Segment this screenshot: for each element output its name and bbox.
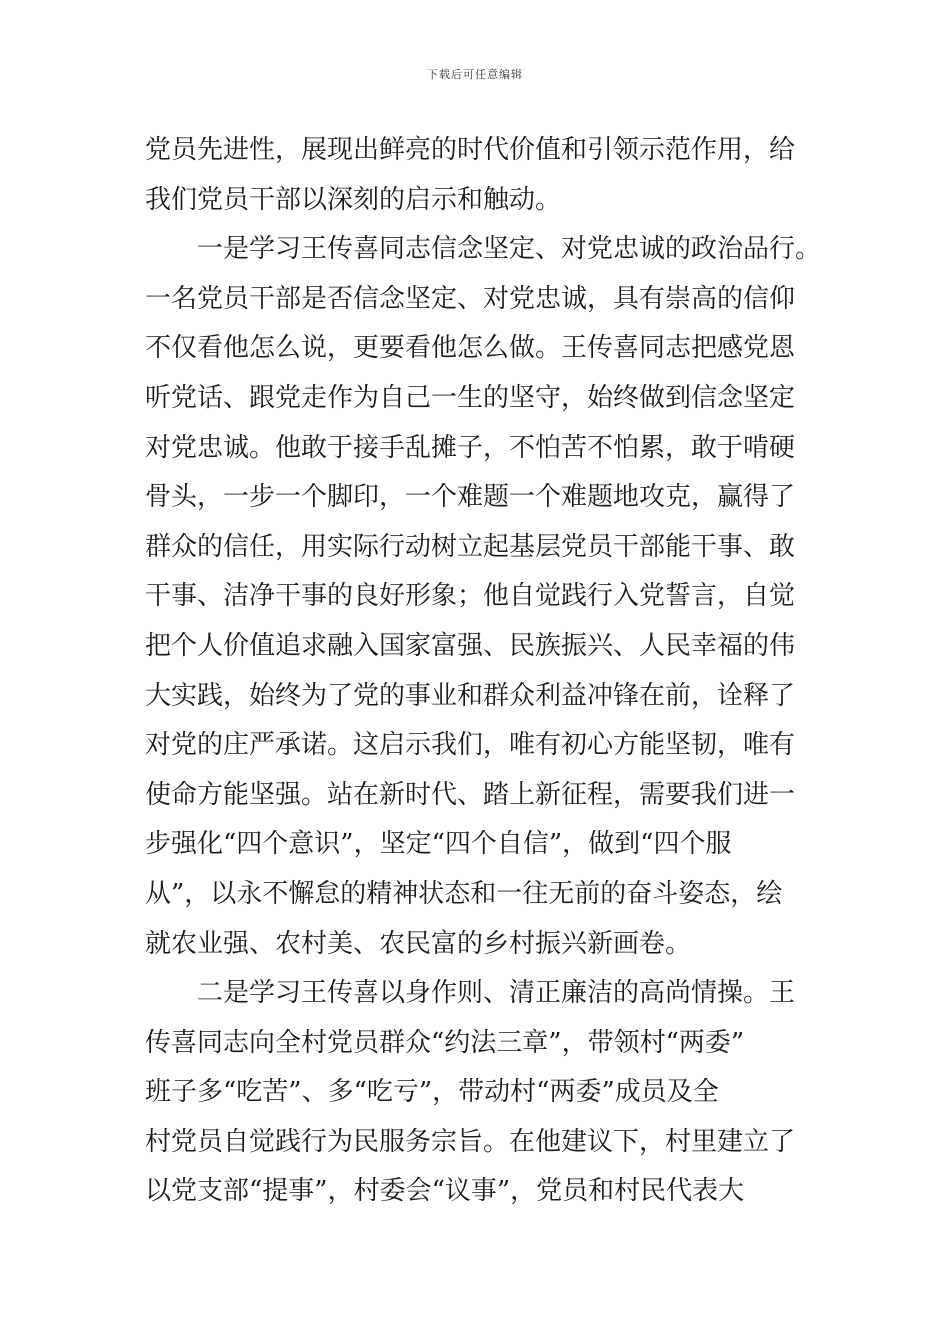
text-line: 就农业强、农村美、农民富的乡村振兴新画卷。 [145, 928, 692, 959]
text-line: 村党员自觉践行为民服务宗旨。在他建议下，村里建立了 [145, 1126, 796, 1157]
text-line: 一名党员干部是否信念坚定、对党忠诚，具有崇高的信仰 [145, 283, 796, 314]
text-line: 班子多“吃苦”、多“吃亏”，带动村“两委”成员及全 [145, 1077, 719, 1108]
text-line: 对党的庄严承诺。这启示我们，唯有初心方能坚韧，唯有 [145, 730, 796, 761]
text-line: 传喜同志向全村党员群众“约法三章”，带领村“两委” [145, 1027, 745, 1058]
text-line: 大实践，始终为了党的事业和群众利益冲锋在前，诠释了 [145, 680, 796, 711]
text-line: 骨头，一步一个脚印，一个难题一个难题地攻克，赢得了 [145, 482, 796, 513]
text-line: 以党支部“提事”，村委会“议事”，党员和村民代表大 [145, 1176, 745, 1207]
text-line: 我们党员干部以深刻的启示和触动。 [145, 184, 562, 215]
text-line: 不仅看他怎么说，更要看他怎么做。王传喜同志把感党恩 [145, 333, 796, 364]
paragraph-start-line: 一是学习王传喜同志信念坚定、对党忠诚的政治品行。 [197, 234, 822, 265]
text-line: 步强化“四个意识”，坚定“四个自信”，做到“四个服 [145, 829, 732, 860]
text-line: 把个人价值追求融入国家富强、民族振兴、人民幸福的伟 [145, 630, 796, 661]
text-line: 对党忠诚。他敢于接手乱摊子，不怕苦不怕累，敢于啃硬 [145, 432, 796, 463]
document-body [145, 126, 822, 1217]
text-line: 党员先进性，展现出鲜亮的时代价值和引领示范作用，给 [145, 135, 796, 165]
text-line: 干事、洁净干事的良好形象；他自觉践行入党誓言，自觉 [145, 581, 796, 612]
header-note: 下载后可任意编辑 [427, 68, 523, 81]
text-line: 使命方能坚强。站在新时代、踏上新征程，需要我们进一 [145, 779, 796, 810]
text-line: 听党话、跟党走作为自己一生的坚守，始终做到信念坚定 [145, 382, 796, 413]
text-line: 从”，以永不懈怠的精神状态和一往无前的奋斗姿态，绘 [145, 878, 783, 909]
text-line: 群众的信任，用实际行动树立起基层党员干部能干事、敢 [145, 531, 796, 562]
paragraph-start-line: 二是学习王传喜以身作则、清正廉洁的高尚情操。王 [197, 978, 796, 1009]
